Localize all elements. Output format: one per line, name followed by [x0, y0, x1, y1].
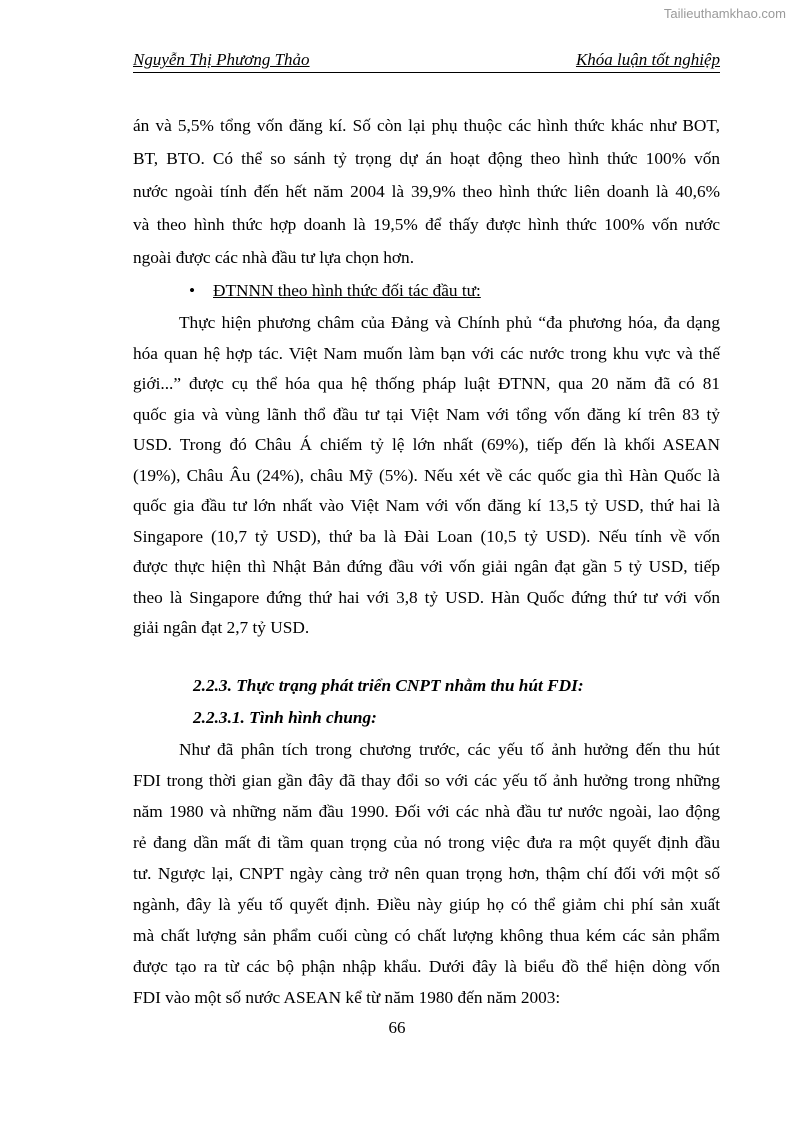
text-line: Singapore (10,7 tỷ USD), thứ ba là Đài Loan (10,5 tỷ USD). Nếu tính về vốn: [133, 526, 720, 546]
watermark: Tailieuthamkhao.com: [663, 6, 786, 21]
text-line: tư. Ngược lại, CNPT ngày càng trở nên quan trọng hơn, thậm chí đối với một số: [133, 864, 720, 883]
paragraph-2: [133, 308, 720, 644]
text-line: được tạo ra từ các bộ phận nhập khẩu. Dưới đây là biểu đồ thể hiện dòng vốn: [133, 957, 720, 976]
headings: [133, 670, 720, 734]
text-line: án và 5,5% tổng vốn đăng kí. Số còn lại phụ thuộc các hình thức khác như BOT,: [133, 116, 720, 135]
text-line: quốc gia và vùng lãnh thổ đầu tư tại Việt Nam với tổng vốn đăng kí trên 83 tỷ: [133, 404, 720, 424]
text-line: ngoài được các nhà đầu tư lựa chọn hơn.: [133, 248, 415, 267]
text-line: theo là Singapore đứng thứ hai với 3,8 tỷ USD. Hàn Quốc đứng thứ tư với vốn: [133, 587, 720, 607]
text-line: giới...” được cụ thể hóa qua hệ thống pháp luật ĐTNN, qua 20 năm đã có 81: [133, 374, 720, 393]
text-line: hóa quan hệ hợp tác. Việt Nam muốn làm bạn với các nước trong khu vực và thế: [133, 343, 720, 363]
page-number: 66: [388, 1018, 406, 1037]
text-line: FDI vào một số nước ASEAN kể từ năm 1980 đến năm 2003:: [133, 988, 561, 1007]
bullet-icon: •: [189, 281, 196, 300]
text-line: được thực hiện thì Nhật Bản đứng đầu với vốn giải ngân đạt gần 5 tỷ USD, tiếp: [133, 557, 720, 576]
text-line: USD. Trong đó Châu Á chiếm tỷ lệ lớn nhất (69%), tiếp đến là khối ASEAN: [133, 435, 720, 454]
text-line: ngành, đây là yếu tố quyết định. Điều này giúp họ có thể giảm chi phí sản xuất: [133, 895, 720, 914]
bullet-item: [133, 274, 720, 307]
text-line: (19%), Châu Âu (24%), châu Mỹ (5%). Nếu xét về các quốc gia thì Hàn Quốc là: [133, 465, 720, 485]
text-line: Như đã phân tích trong chương trước, các yếu tố ảnh hưởng đến thu hút: [179, 740, 720, 759]
text-line: BT, BTO. Có thể so sánh tỷ trọng dự án hoạt động theo hình thức 100% vốn: [133, 149, 720, 168]
section-heading: 2.2.3. Thực trạng phát triển CNPT nhằm thu hút FDI:: [193, 676, 584, 695]
bullet-text: ĐTNNN theo hình thức đối tác đầu tư:: [213, 281, 481, 300]
paragraph-3: [133, 734, 720, 1013]
text-line: rẻ đang dần mất đi tầm quan trọng của nó trong việc đưa ra một quyết định đầu: [133, 833, 720, 852]
header-author: Nguyễn Thị Phương Thảo: [133, 50, 310, 69]
text-line: giải ngân đạt 2,7 tỷ USD.: [133, 618, 310, 637]
page-header: [133, 50, 720, 73]
text-line: mà chất lượng sản phẩm cuối cùng có chất lượng không thua kém các sản phẩm: [133, 926, 720, 945]
paragraph-1: [133, 109, 720, 307]
text-line: và theo hình thức hợp doanh là 19,5% để thấy được hình thức 100% vốn nước: [133, 215, 720, 234]
text-line: năm 1980 và những năm đầu 1990. Đối với các nhà đầu tư nước ngoài, lao động: [133, 802, 720, 821]
text-line: Thực hiện phương châm của Đảng và Chính phủ “đa phương hóa, đa dạng: [179, 313, 720, 332]
header-title: Khóa luận tốt nghiệp: [575, 50, 720, 69]
text-line: quốc gia đầu tư lớn nhất vào Việt Nam với vốn đăng kí 13,5 tỷ USD, thứ hai là: [133, 496, 720, 515]
subsection-heading: 2.2.3.1. Tình hình chung:: [193, 708, 377, 727]
text-line: nước ngoài tính đến hết năm 2004 là 39,9% theo hình thức liên doanh là 40,6%: [133, 182, 720, 201]
text-line: FDI trong thời gian gần đây đã thay đổi so với các yếu tố ảnh hưởng trong những: [133, 771, 720, 790]
